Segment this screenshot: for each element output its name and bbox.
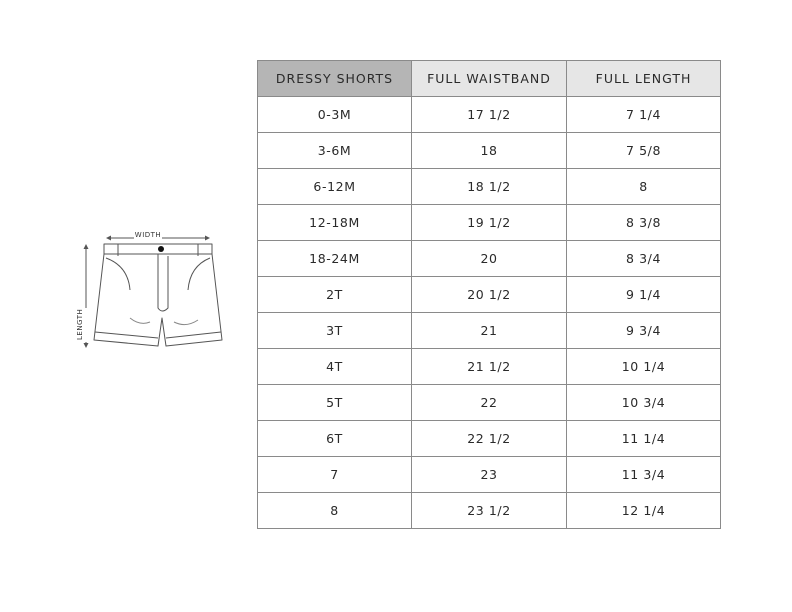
shorts-drawing (94, 244, 222, 346)
waistband-cell: 20 (412, 241, 567, 277)
width-arrow-right-head (205, 236, 210, 241)
shorts-diagram (70, 222, 235, 360)
waistband-cell: 17 1/2 (412, 97, 567, 133)
size-cell: 5T (258, 385, 412, 421)
waistband-cell: 23 1/2 (412, 493, 567, 529)
header-dressy-shorts: DRESSY SHORTS (258, 61, 412, 97)
size-cell: 6-12M (258, 169, 412, 205)
width-label: WIDTH (134, 231, 162, 239)
width-arrow-left-head (106, 236, 111, 241)
header-full-waistband: FULL WAISTBAND (412, 61, 567, 97)
waistband-cell: 19 1/2 (412, 205, 567, 241)
length-cell: 7 1/4 (567, 97, 721, 133)
length-arrow-top-head (84, 244, 89, 249)
table-row (258, 349, 721, 385)
waistband-cell: 23 (412, 457, 567, 493)
size-cell: 8 (258, 493, 412, 529)
shorts-outline-icon (70, 222, 235, 360)
waist-button (158, 246, 164, 252)
table-row (258, 277, 721, 313)
length-cell: 11 3/4 (567, 457, 721, 493)
waistband-cell: 18 (412, 133, 567, 169)
size-cell: 6T (258, 421, 412, 457)
size-cell: 3T (258, 313, 412, 349)
size-cell: 4T (258, 349, 412, 385)
size-chart-table (257, 60, 721, 529)
table-row (258, 493, 721, 529)
length-cell: 8 (567, 169, 721, 205)
table-row (258, 457, 721, 493)
size-cell: 18-24M (258, 241, 412, 277)
table-row (258, 421, 721, 457)
length-cell: 9 1/4 (567, 277, 721, 313)
size-cell: 0-3M (258, 97, 412, 133)
waistband-cell: 22 1/2 (412, 421, 567, 457)
size-cell: 2T (258, 277, 412, 313)
size-cell: 12-18M (258, 205, 412, 241)
header-full-length: FULL LENGTH (567, 61, 721, 97)
length-arrow-bottom-head (84, 343, 89, 348)
size-cell: 3-6M (258, 133, 412, 169)
length-label: LENGTH (76, 308, 84, 340)
waistband-cell: 21 (412, 313, 567, 349)
waistband-cell: 21 1/2 (412, 349, 567, 385)
length-cell: 9 3/4 (567, 313, 721, 349)
waistband-cell: 18 1/2 (412, 169, 567, 205)
table-row (258, 97, 721, 133)
table-row (258, 385, 721, 421)
table-row (258, 205, 721, 241)
table-row (258, 169, 721, 205)
length-cell: 10 3/4 (567, 385, 721, 421)
length-cell: 7 5/8 (567, 133, 721, 169)
table-row (258, 133, 721, 169)
size-cell: 7 (258, 457, 412, 493)
length-cell: 12 1/4 (567, 493, 721, 529)
waistband-cell: 20 1/2 (412, 277, 567, 313)
table-header-row (258, 61, 721, 97)
table-row (258, 241, 721, 277)
length-cell: 8 3/4 (567, 241, 721, 277)
length-cell: 8 3/8 (567, 205, 721, 241)
waistband-cell: 22 (412, 385, 567, 421)
length-cell: 10 1/4 (567, 349, 721, 385)
length-cell: 11 1/4 (567, 421, 721, 457)
table-row (258, 313, 721, 349)
